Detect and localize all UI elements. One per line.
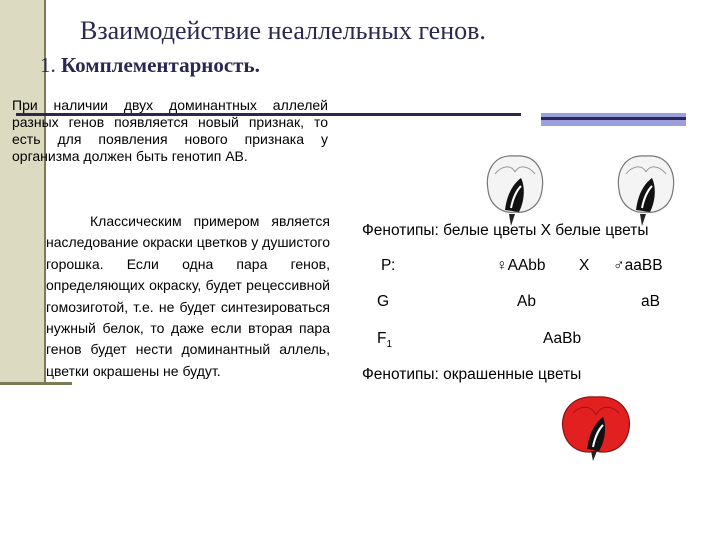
- offspring-phenotype: Фенотипы: окрашенные цветы: [362, 366, 582, 383]
- f1-genotype: АаВb: [543, 330, 582, 347]
- slide-title: Взаимодействие неаллельных генов.: [80, 16, 486, 45]
- slide-subtitle: [40, 53, 260, 78]
- gamete-female: Аb: [517, 293, 536, 310]
- subtitle-number: 1.: [40, 53, 56, 77]
- title-rule-right: [541, 117, 686, 120]
- white-flower-icon: [481, 150, 549, 230]
- example-paragraph: Классическим примером является наследование окраски цветков у душистого горошка. Если одна пара генов, определяющих окраску, будет рецессивной гомозиготой, т.е. не будет синтезироваться нужный белок, то даже если вторая пара генов будет нести доминантный аллель, цветки окрашены не будут.: [46, 213, 330, 379]
- parent-female-genotype: ♀ААbb: [496, 257, 546, 274]
- f1-label: [377, 330, 392, 350]
- red-flower-icon: [557, 393, 635, 463]
- p-label: Р:: [381, 257, 396, 274]
- cross-sign: Х: [579, 257, 590, 274]
- f1-subscript: 1: [386, 339, 393, 351]
- gamete-male: аВ: [641, 293, 660, 310]
- f1-letter: F: [377, 330, 387, 347]
- g-label: G: [377, 293, 390, 310]
- parents-phenotype: Фенотипы: белые цветы Х белые цветы: [362, 222, 649, 239]
- white-flower-icon: [612, 150, 680, 230]
- sidebar-frame-horizontal: [0, 382, 72, 385]
- intro-paragraph: При наличии двух доминантных аллелей разных генов появляется новый признак, то есть для появления нового признака у организма должен быть генотип АВ.: [12, 97, 328, 164]
- subtitle-text: Комплементарность.: [61, 53, 260, 77]
- left-sidebar-band: [0, 0, 44, 382]
- parent-male-genotype: ♂ааВВ: [613, 257, 663, 274]
